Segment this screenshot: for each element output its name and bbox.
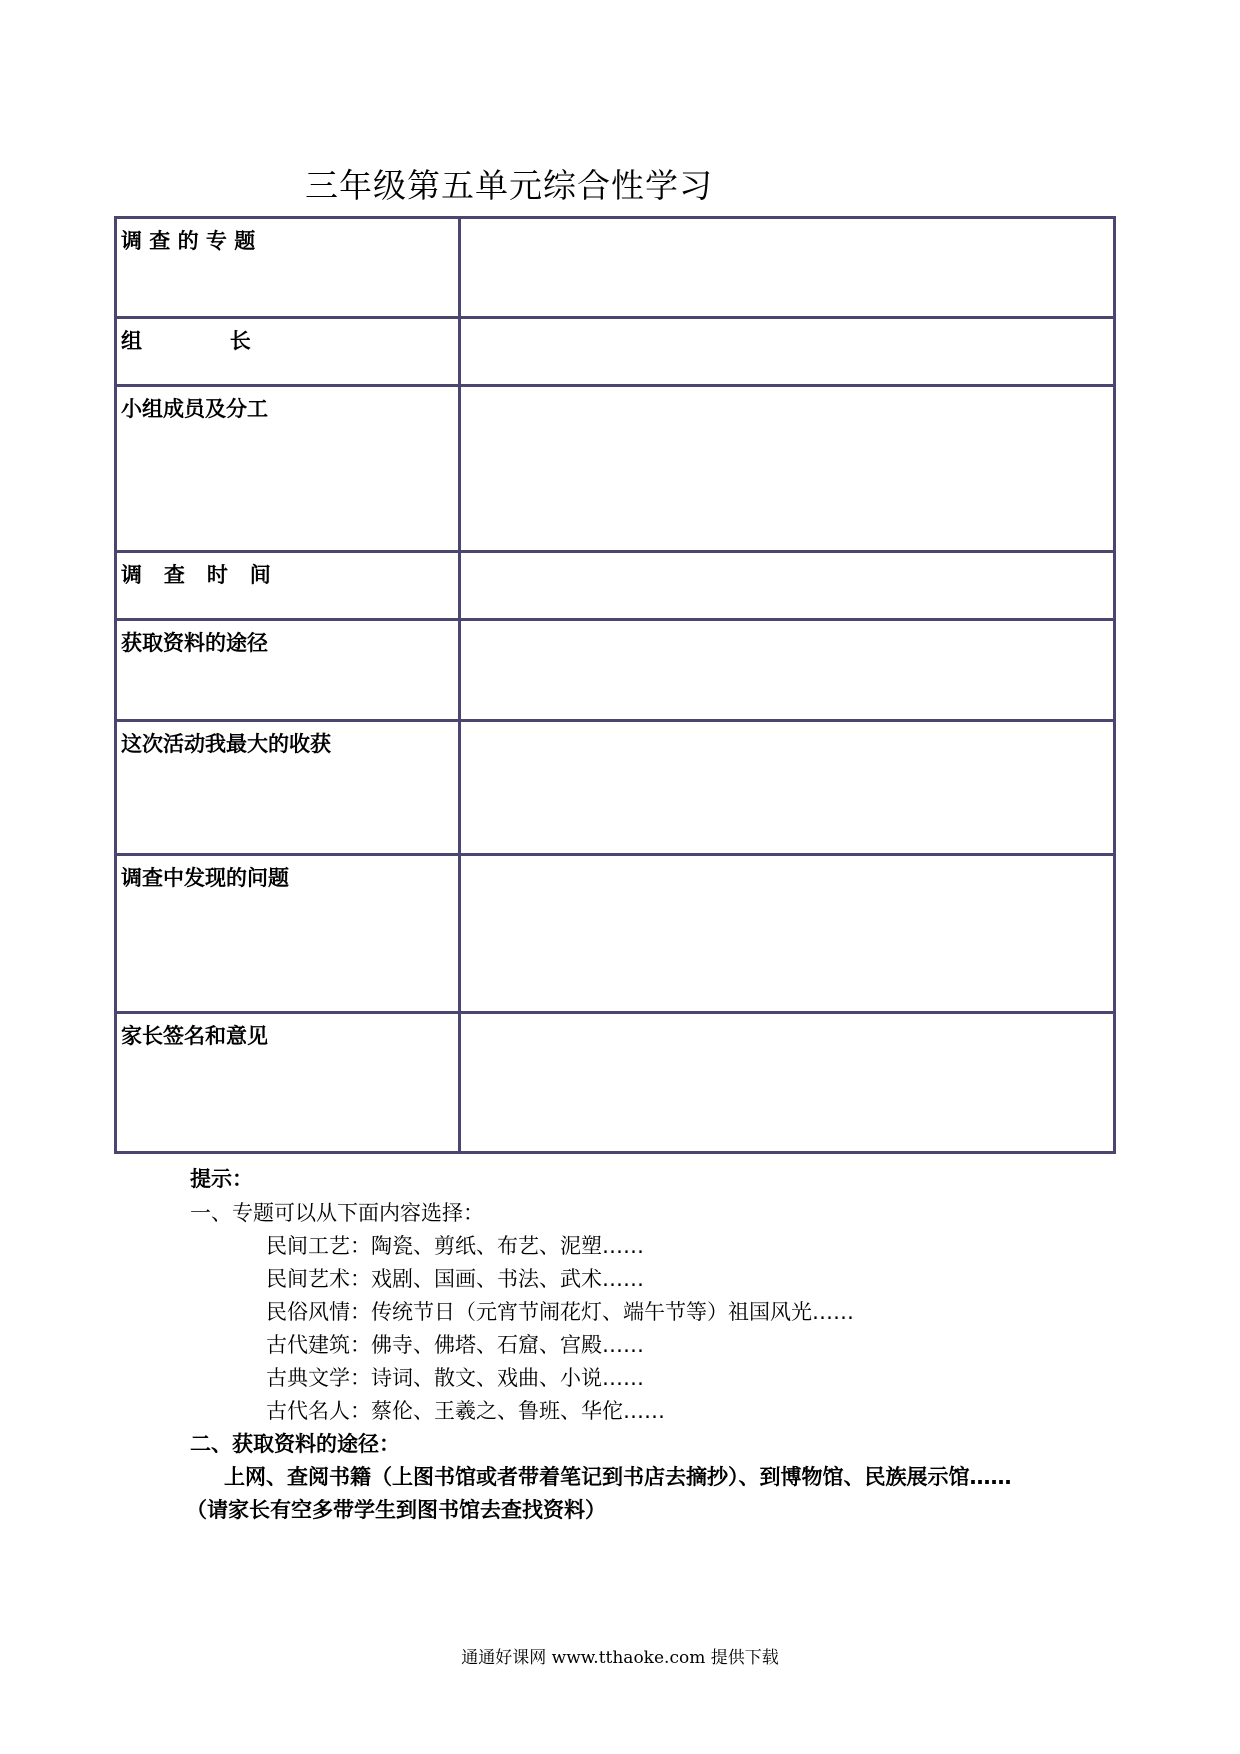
field-group-leader[interactable] (460, 318, 1115, 386)
sources-text: 上网、查阅书籍（上图书馆或者带着笔记到书店去摘抄）、到博物馆、民族展示馆…… (224, 1465, 1012, 1489)
topic-item: 古典文学：诗词、散文、戏曲、小说…… (266, 1366, 644, 1390)
field-parent-signature[interactable] (460, 1013, 1115, 1153)
field-info-sources[interactable] (460, 620, 1115, 721)
form-row-members (116, 386, 1115, 552)
tips-section-topics: 一、专题可以从下面内容选择： (190, 1201, 484, 1225)
topic-item: 民间工艺：陶瓷、剪纸、布艺、泥塑…… (266, 1234, 644, 1258)
topic-item: 民间艺术：戏剧、国画、书法、武术…… (266, 1267, 644, 1291)
footer-credit: 通通好课网 www.tthaoke.com 提供下载 (461, 1648, 779, 1668)
label-info-sources: 获取资料的途径 (116, 620, 460, 721)
label-parent-signature: 家长签名和意见 (116, 1013, 460, 1153)
form-row-gains (116, 721, 1115, 855)
tips-heading: 提示： (190, 1167, 253, 1191)
topic-item: 古代建筑：佛寺、佛塔、石窟、宫殿…… (266, 1333, 644, 1357)
form-row-leader (116, 318, 1115, 386)
field-survey-topic[interactable] (460, 218, 1115, 318)
topic-item: 古代名人：蔡伦、王羲之、鲁班、华佗…… (266, 1399, 665, 1423)
form-row-time (116, 552, 1115, 620)
form-row-topic (116, 218, 1115, 318)
parent-note: （请家长有空多带学生到图书馆去查找资料） (186, 1498, 606, 1522)
form-row-sources (116, 620, 1115, 721)
field-problems-found[interactable] (460, 855, 1115, 1013)
label-biggest-gain: 这次活动我最大的收获 (116, 721, 460, 855)
label-problems-found: 调查中发现的问题 (116, 855, 460, 1013)
label-survey-time: 调 查 时 间 (116, 552, 460, 620)
survey-form-table (114, 216, 1116, 1154)
topic-item: 民俗风情：传统节日（元宵节闹花灯、端午节等）祖国风光…… (266, 1300, 854, 1324)
label-survey-topic: 调 查 的 专 题 (116, 218, 460, 318)
label-members-division: 小组成员及分工 (116, 386, 460, 552)
label-group-leader: 组 长 (116, 318, 460, 386)
page-title: 三年级第五单元综合性学习 (305, 166, 713, 205)
field-survey-time[interactable] (460, 552, 1115, 620)
tips-section-sources: 二、获取资料的途径： (190, 1432, 400, 1456)
field-biggest-gain[interactable] (460, 721, 1115, 855)
form-row-problems (116, 855, 1115, 1013)
form-row-parent (116, 1013, 1115, 1153)
field-members-division[interactable] (460, 386, 1115, 552)
